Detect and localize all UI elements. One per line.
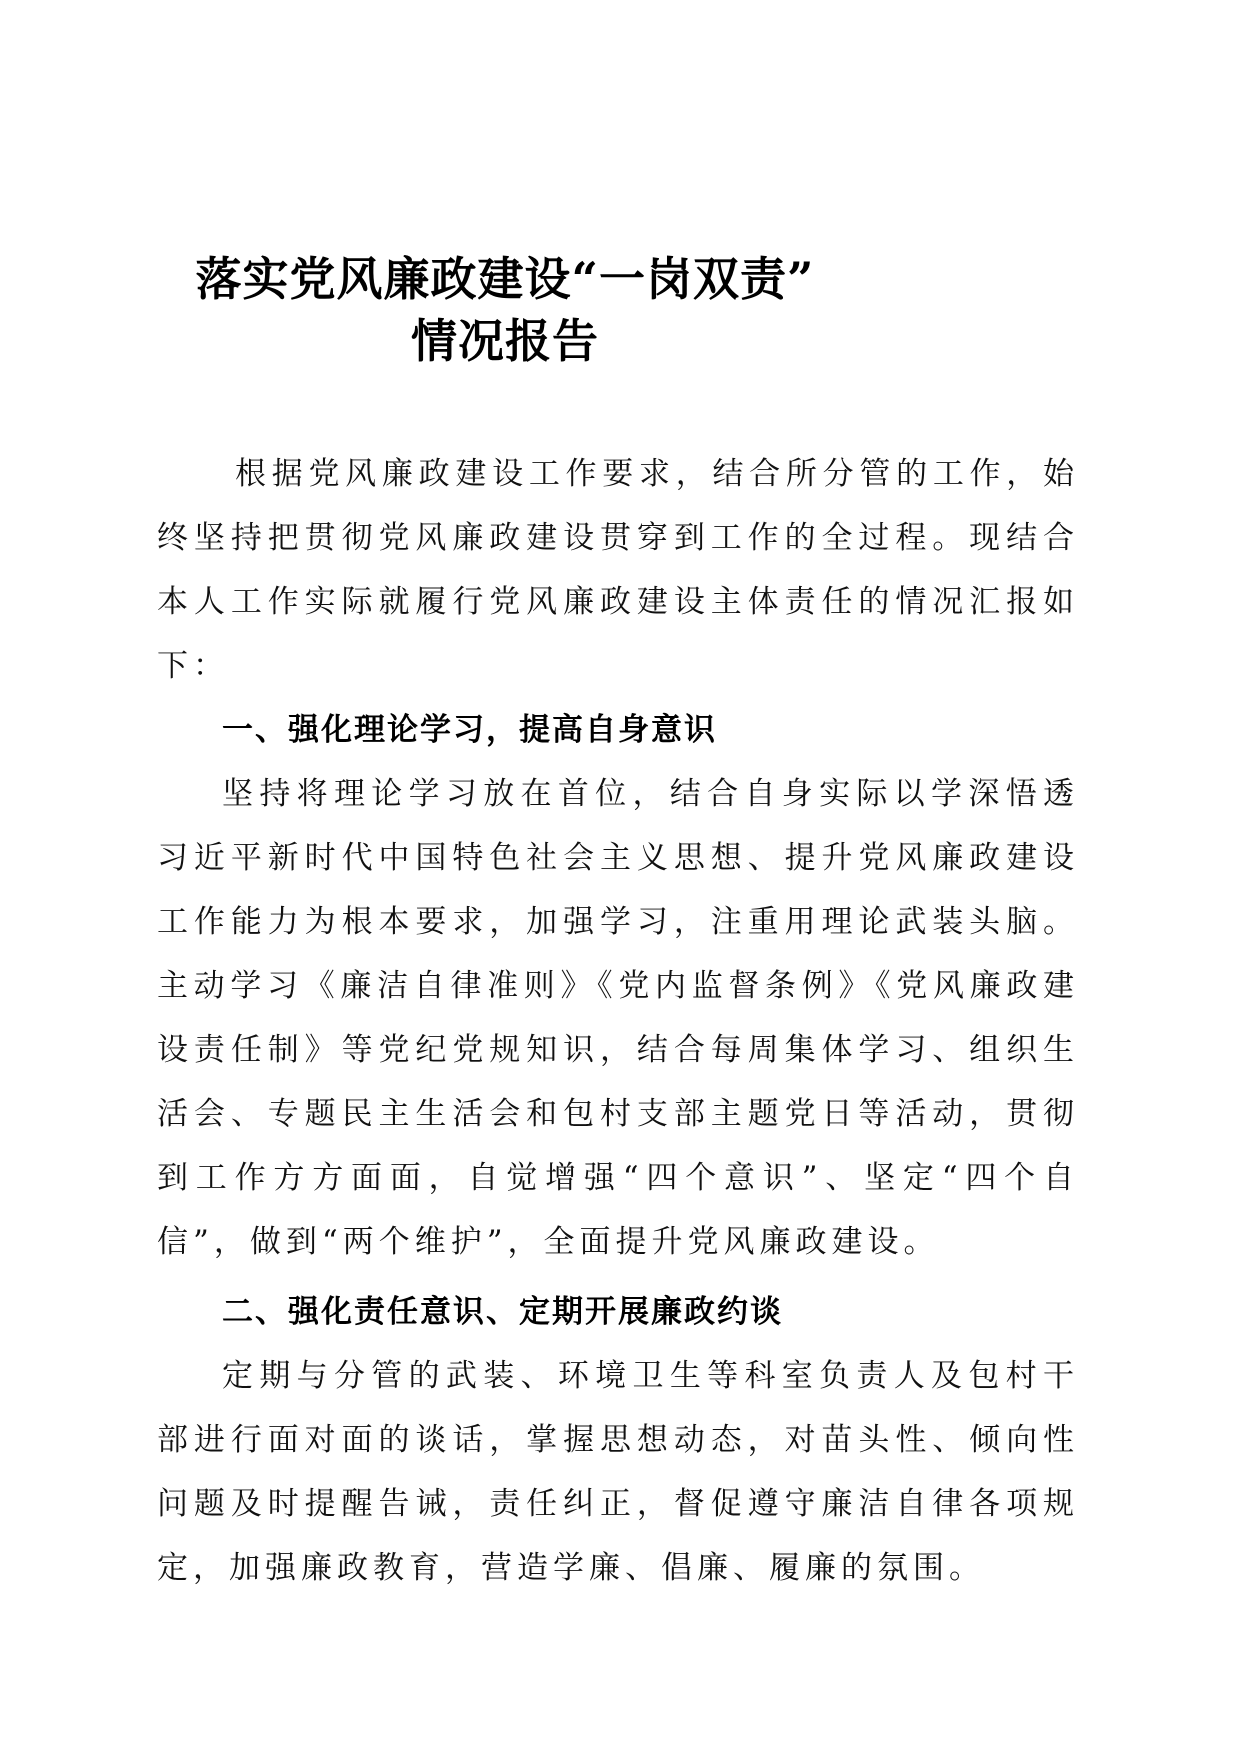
title-line-1: 落实党风廉政建设“一岗双责” [195,252,815,306]
intro-paragraph: 根据党风廉政建设工作要求，结合所分管的工作，始终坚持把贯彻党风廉政建设贯穿到工作的全过程。现结合本人工作实际就履行党风廉政建设主体责任的情况汇报如下： [157,456,1079,684]
document-title [0,248,1010,372]
document-body [157,442,1079,1600]
section-heading-2: 二、强化责任意识、定期开展廉政约谈 [222,1294,783,1330]
section-heading-1: 一、强化理论学习，提高自身意识 [222,712,717,748]
section-body-1: 坚持将理论学习放在首位，结合自身实际以学深悟透习近平新时代中国特色社会主义思想、提升党风廉政建设工作能力为根本要求，加强学习，注重用理论武装头脑。主动学习《廉洁自律准则》《党内监督条例》《党风廉政建设责任制》等党纪党规知识，结合每周集体学习、组织生活会、专题民主生活会和包村支部主题党日等活动，贯彻到工作方方面面，自觉增强“四个意识”、坚定“四个自信”，做到“两个维护”，全面提升党风廉政建设。 [157,776,1079,1260]
section-body-2: 定期与分管的武装、环境卫生等科室负责人及包村干部进行面对面的谈话，掌握思想动态，对苗头性、倾向性问题及时提醒告诫，责任纠正，督促遵守廉洁自律各项规定，加强廉政教育，营造学廉、倡廉、履廉的氛围。 [157,1358,1079,1586]
title-line-2: 情况报告 [411,314,599,368]
